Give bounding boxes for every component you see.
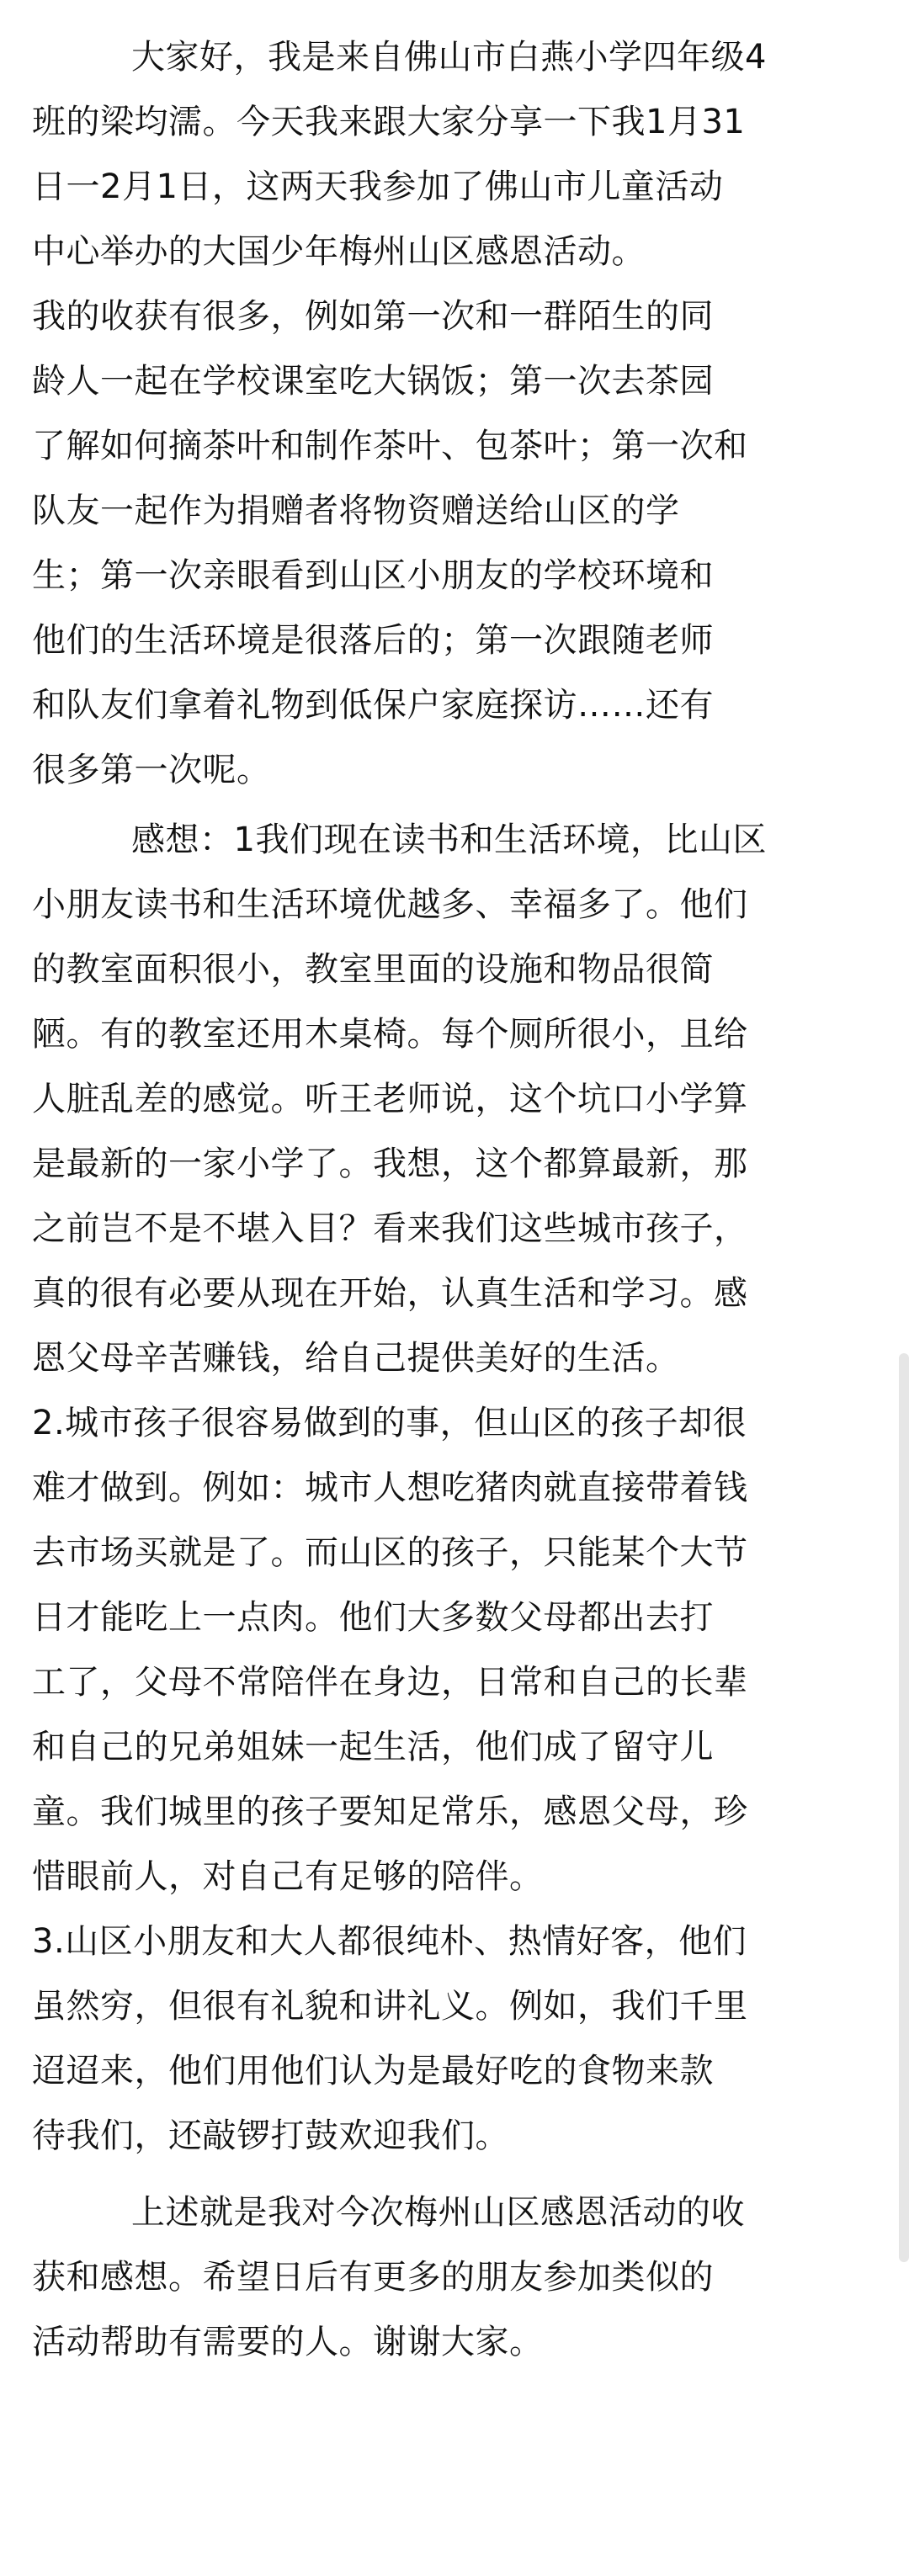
text-line: 和队友们拿着礼物到低保户家庭探访……还有 xyxy=(32,686,714,725)
text-line: 他们的生活环境是很落后的；第一次跟随老师 xyxy=(32,621,714,660)
text-line: 获和感想。希望日后有更多的朋友参加类似的 xyxy=(32,2258,714,2297)
text-line: 很多第一次呢。 xyxy=(32,751,271,789)
text-line: 了解如何摘茶叶和制作茶叶、包茶叶；第一次和 xyxy=(32,427,748,465)
text-line: 3.山区小朋友和大人都很纯朴、热情好客，他们 xyxy=(32,1922,747,1961)
text-line: 陋。有的教室还用木桌椅。每个厕所很小，且给 xyxy=(32,1015,748,1054)
text-line: 之前岂不是不堪入目？看来我们这些城市孩子， xyxy=(32,1209,748,1248)
text-line: 中心举办的大国少年梅州山区感恩活动。 xyxy=(32,232,646,271)
text-line: 是最新的一家小学了。我想，这个都算最新，那 xyxy=(32,1145,748,1183)
text-line: 童。我们城里的孩子要知足常乐，感恩父母，珍 xyxy=(32,1793,748,1831)
text-line: 去市场买就是了。而山区的孩子，只能某个大节 xyxy=(32,1533,748,1572)
text-line: 待我们，还敲锣打鼓欢迎我们。 xyxy=(32,2117,509,2155)
text-line: 我的收获有很多，例如第一次和一群陌生的同 xyxy=(32,297,714,336)
paragraph-gap xyxy=(32,2169,882,2180)
text-line: 活动帮助有需要的人。谢谢大家。 xyxy=(32,2323,544,2361)
text-line: 龄人一起在学校课室吃大锅饭；第一次去茶园 xyxy=(32,362,714,401)
text-line: 和自己的兄弟姐妹一起生活，他们成了留守儿 xyxy=(32,1728,714,1766)
text-line: 的教室面积很小，教室里面的设施和物品很简 xyxy=(32,950,714,989)
paragraph-thoughts-1 xyxy=(32,808,882,1391)
text-line: 真的很有必要从现在开始，认真生活和学习。感 xyxy=(32,1274,748,1313)
text-line: 恩父母辛苦赚钱，给自己提供美好的生活。 xyxy=(32,1339,680,1378)
text-line: 虽然穷，但很有礼貌和讲礼义。例如，我们千里 xyxy=(32,1987,748,2026)
paragraph-thoughts-3 xyxy=(32,1909,882,2169)
text-line: 迢迢来，他们用他们认为是最好吃的食物来款 xyxy=(32,2052,714,2090)
text-line: 日一2月1日，这两天我参加了佛山市儿童活动 xyxy=(32,167,724,206)
text-line: 大家好，我是来自佛山市白燕小学四年级4 xyxy=(131,38,767,77)
text-line: 感想：1我们现在读书和生活环境，比山区 xyxy=(131,821,767,859)
text-line: 小朋友读书和生活环境优越多、幸福多了。他们 xyxy=(32,885,748,924)
paragraph-thoughts-2 xyxy=(32,1391,882,1909)
paragraph-gains xyxy=(32,284,882,803)
text-line: 上述就是我对今次梅州山区感恩活动的收 xyxy=(131,2193,745,2232)
text-line: 人脏乱差的感觉。听王老师说，这个坑口小学算 xyxy=(32,1080,748,1118)
vertical-scrollbar[interactable] xyxy=(899,1353,909,2262)
text-line: 日才能吃上一点肉。他们大多数父母都出去打 xyxy=(32,1598,714,1637)
text-line: 工了，父母不常陪伴在身边，日常和自己的长辈 xyxy=(32,1663,748,1702)
text-line: 惜眼前人，对自己有足够的陪伴。 xyxy=(32,1857,544,1896)
text-line: 队友一起作为捐赠者将物资赠送给山区的学 xyxy=(32,491,680,530)
text-line: 2.城市孩子很容易做到的事，但山区的孩子却很 xyxy=(32,1404,747,1442)
text-line: 生；第一次亲眼看到山区小朋友的学校环境和 xyxy=(32,556,714,595)
text-line: 班的梁均濡。今天我来跟大家分享一下我1月31 xyxy=(32,103,746,141)
paragraph-intro xyxy=(32,25,882,284)
paragraph-conclusion xyxy=(32,2180,882,2375)
text-line: 难才做到。例如：城市人想吃猪肉就直接带着钱 xyxy=(32,1469,748,1507)
